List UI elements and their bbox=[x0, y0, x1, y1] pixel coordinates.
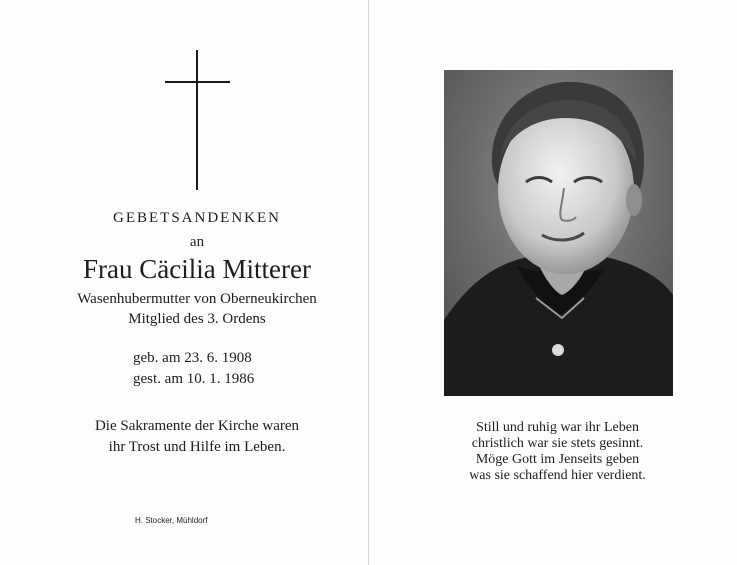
life-dates bbox=[133, 348, 254, 390]
card-heading: GEBETSANDENKEN bbox=[113, 210, 281, 226]
verse-line: Die Sakramente der Kirche waren bbox=[94, 418, 300, 434]
verse-line: was sie schaffend hier verdient. bbox=[469, 468, 646, 483]
cross-horizontal bbox=[165, 81, 230, 83]
portrait-photo bbox=[444, 70, 673, 396]
portrait-illustration bbox=[444, 70, 673, 396]
memorial-verse bbox=[440, 420, 675, 484]
cross-vertical bbox=[196, 50, 198, 190]
death-date: gest. am 10. 1. 1986 bbox=[133, 371, 255, 387]
verse-line: ihr Trost und Hilfe im Leben. bbox=[108, 439, 286, 455]
birth-date: geb. am 23. 6. 1908 bbox=[133, 350, 252, 366]
verse-line: christlich war sie stets gesinnt. bbox=[471, 436, 644, 451]
role-line-1: Wasenhubermutter von Oberneukirchen bbox=[77, 291, 317, 307]
preposition: an bbox=[189, 234, 205, 250]
role-line-2: Mitglied des 3. Ordens bbox=[128, 311, 266, 327]
verse-line: Möge Gott im Jenseits geben bbox=[475, 452, 640, 467]
printer-credit: H. Stocker, Mühldorf bbox=[135, 516, 208, 525]
deceased-name: Frau Cäcilia Mitterer bbox=[83, 254, 311, 284]
verse-line: Still und ruhig war ihr Leben bbox=[476, 420, 639, 435]
sacrament-verse bbox=[20, 416, 374, 458]
